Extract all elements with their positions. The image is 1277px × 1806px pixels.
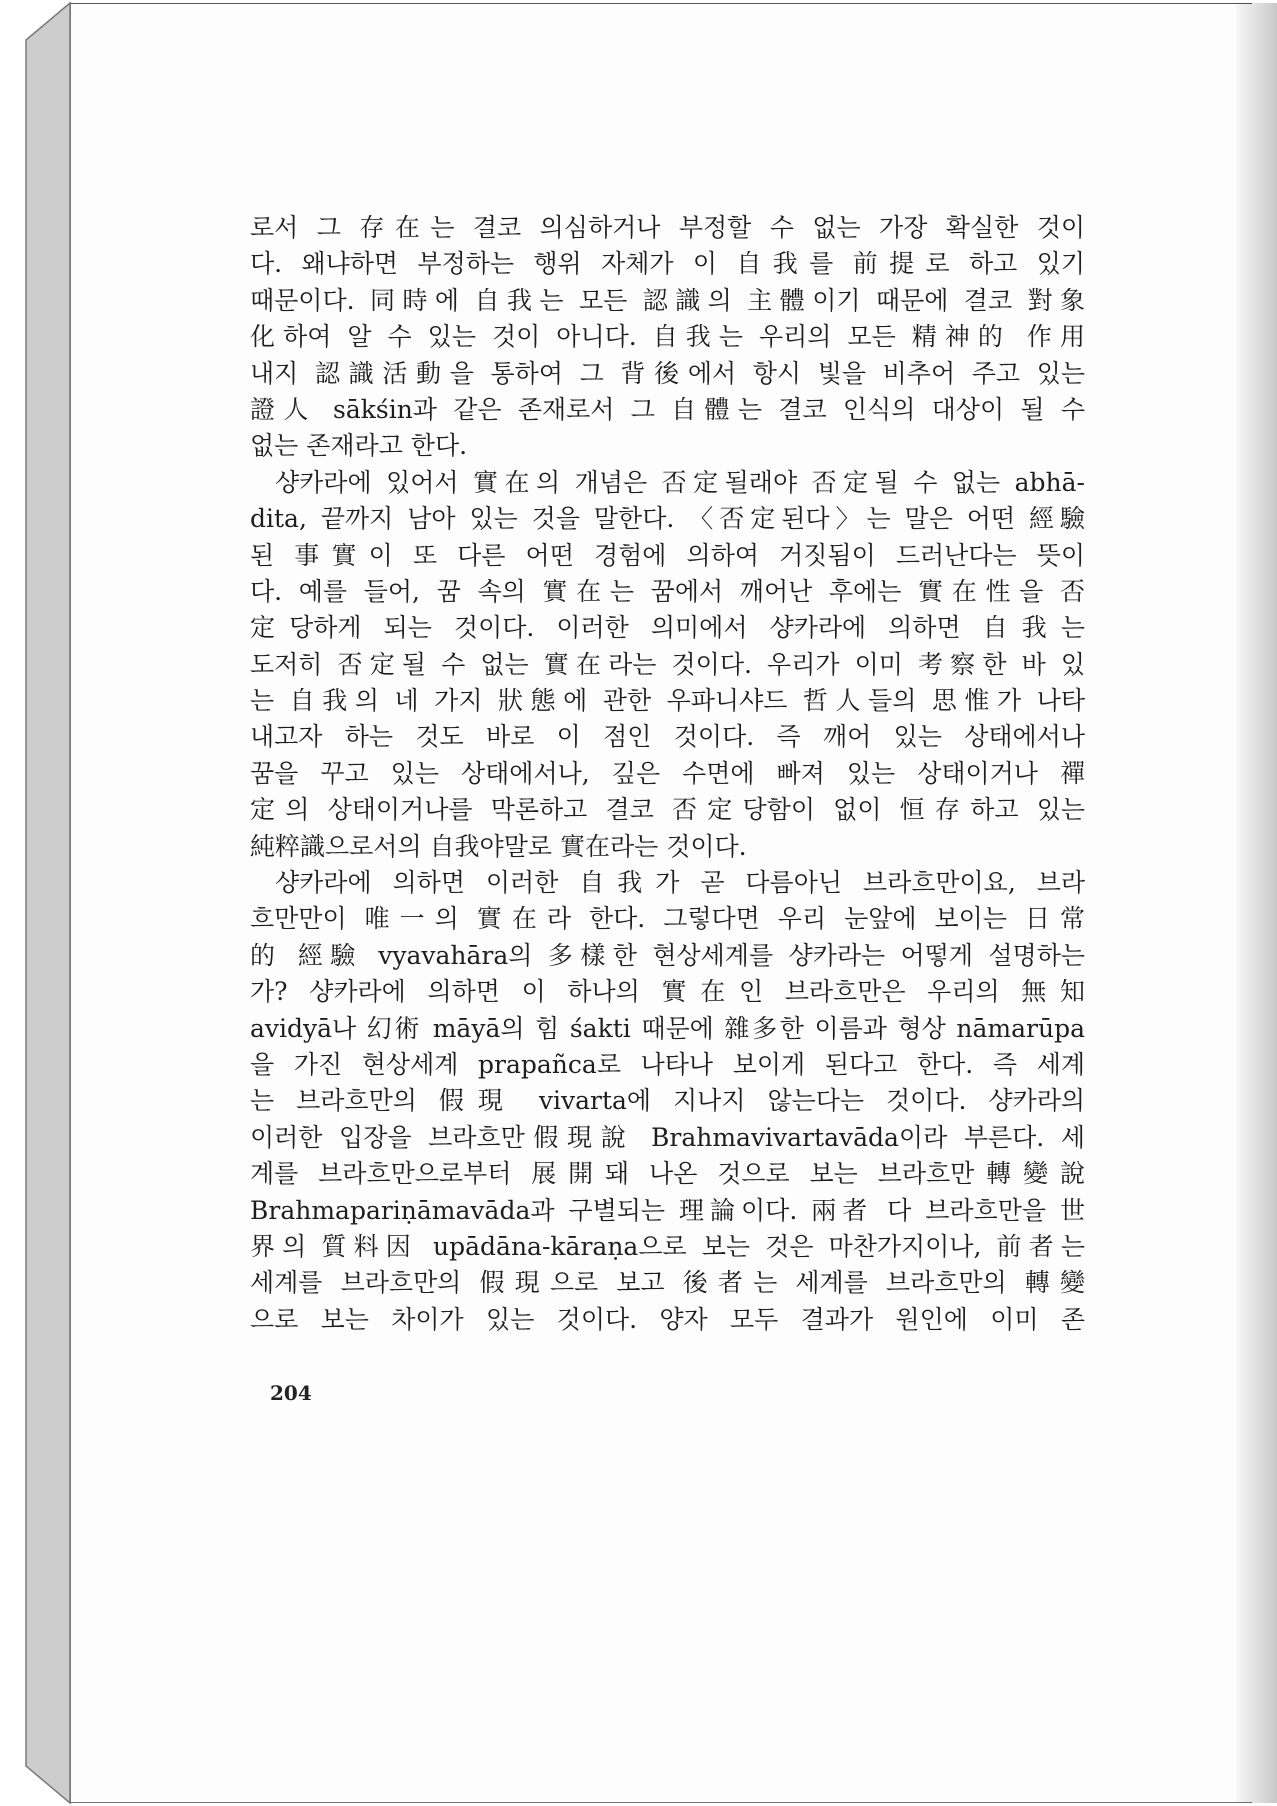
text-line: 샹카라에 있어서 實在의 개념은 否定될래야 否定될 수 없는 abhā- [275,467,1085,497]
paragraph [250,465,1085,865]
paragraph [250,865,1085,1338]
text-line: 으로 보는 차이가 있는 것이다. 양자 모두 결과가 원인에 이미 존 [250,1304,1085,1334]
page-edge-shadow [1236,3,1277,1803]
text-line: 化하여 알 수 있는 것이 아니다. 自我는 우리의 모든 精神的 作用 [250,322,1085,352]
text-line: 는 自我의 네 가지 狀態에 관한 우파니샤드 哲人들의 思惟가 나타 [250,686,1085,716]
text-line: Brahmapariṇāmavāda과 구별되는 理論이다. 兩者 다 브라흐만을 世 [250,1195,1085,1225]
text-line: 도저히 否定될 수 없는 實在라는 것이다. 우리가 이미 考察한 바 있 [250,649,1085,679]
text-line: 的 經驗 vyavahāra의 多樣한 현상세계를 샹카라는 어떻게 설명하는 [250,940,1085,970]
text-line: 가? 샹카라에 의하면 이 하나의 實在인 브라흐만은 우리의 無知 [250,977,1085,1007]
text-line: 흐만만이 唯一의 實在라 한다. 그렇다면 우리 눈앞에 보이는 日常 [250,904,1085,934]
text-line: 이러한 입장을 브라흐만假現說 Brahmavivartavāda이라 부른다. 세 [250,1122,1085,1152]
text-line: 세계를 브라흐만의 假現으로 보고 後者는 세계를 브라흐만의 轉變 [250,1268,1085,1298]
text-line: 때문이다. 同時에 自我는 모든 認識의 主體이기 때문에 결코 對象 [250,285,1085,315]
text-line: 는 브라흐만의 假現 vivarta에 지나지 않는다는 것이다. 샹카라의 [250,1086,1085,1116]
text-line: 界의 質料因 upādāna-kāraṇa으로 보는 것은 마찬가지이나, 前者는 [250,1231,1085,1261]
text-line: 을 가진 현상세계 prapañca로 나타나 보이게 된다고 한다. 즉 세계 [250,1049,1085,1079]
page-number: 204 [270,1381,312,1405]
text-line: 다. 왜냐하면 부정하는 행위 자체가 이 自我를 前提로 하고 있기 [250,249,1085,279]
body-text [250,210,1085,1338]
text-line: 로서 그 存在는 결코 의심하거나 부정할 수 없는 가장 확실한 것이 [250,213,1085,242]
text-line: dita, 끝까지 남아 있는 것을 말한다. 〈否定된다〉는 말은 어떤 經驗 [250,504,1085,534]
text-line: 꿈을 꾸고 있는 상태에서나, 깊은 수면에 빠져 있는 상태이거나 禪 [250,758,1085,788]
text-line: 계를 브라흐만으로부터 展開돼 나온 것으로 보는 브라흐만轉變說 [250,1159,1085,1189]
text-line: 定당하게 되는 것이다. 이러한 의미에서 샹카라에 의하면 自我는 [250,613,1085,643]
text-line: 定의 상태이거나를 막론하고 결코 否定당함이 없이 恒存하고 있는 [250,795,1085,825]
text-line: 없는 존재라고 한다. [250,431,468,461]
text-line: avidyā나 幻術 māyā의 힘 śakti 때문에 雜多한 이름과 형상 nāmarūpa [250,1013,1085,1043]
text-line: 내고자 하는 것도 바로 이 점인 것이다. 즉 깨어 있는 상태에서나 [250,722,1085,752]
book-spine [0,0,80,1806]
text-line: 證人 sākśin과 같은 존재로서 그 自體는 결코 인식의 대상이 될 수 [250,394,1085,424]
paragraph [250,210,1085,465]
text-line: 다. 예를 들어, 꿈 속의 實在는 꿈에서 깨어난 후에는 實在性을 否 [250,576,1085,606]
text-line: 純粹識으로서의 自我야말로 實在라는 것이다. [250,831,747,861]
text-line: 된 事實이 또 다른 어떤 경험에 의하여 거짓됨이 드러난다는 뜻이 [250,540,1085,570]
text-line: 내지 認識活動을 통하여 그 背後에서 항시 빛을 비추어 주고 있는 [250,358,1085,388]
text-line: 샹카라에 의하면 이러한 自我가 곧 다름아닌 브라흐만이요, 브라 [275,868,1085,898]
